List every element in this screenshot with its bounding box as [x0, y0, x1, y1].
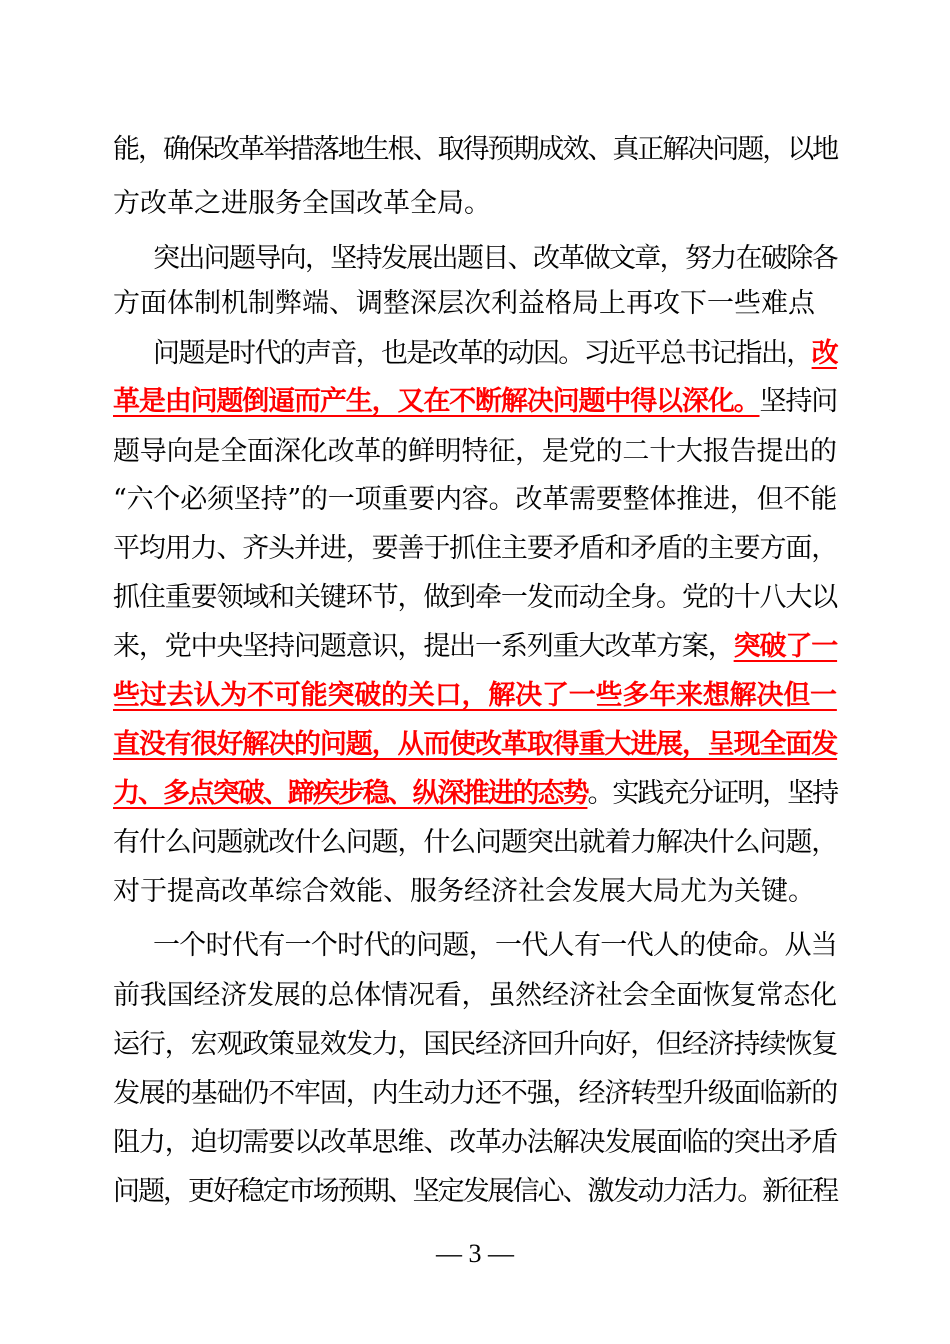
body-text-segment: 来，党中央坚持问题意识，提出一系列重大改革方案， [113, 631, 734, 662]
text-line [113, 723, 950, 767]
emphasis-text: 力、多点突破、蹄疾步稳、纵深推进的态势 [113, 778, 588, 809]
body-text-segment: 一个时代有一个时代的问题，一代人有一代人的使命。从当 [153, 930, 838, 961]
text-line [113, 1072, 950, 1116]
body-text-segment: “六个必须坚持”的一项重要内容。改革需要整体推进，但不能 [113, 484, 838, 515]
text-line [113, 821, 950, 865]
emphasis-text: 改 [811, 338, 837, 369]
body-text-segment: 对于提高改革综合效能、服务经济社会发展大局尤为关键。 [113, 876, 815, 907]
body-text-segment: 抓住重要领域和关键环节，做到牵一发而动全身。党的十八大以 [113, 582, 838, 613]
text-line [113, 974, 950, 1018]
text-line [113, 182, 950, 226]
text-line [113, 282, 950, 326]
body-text-segment: 方面体制机制弊端、调整深层次利益格局上再攻下一些难点 [113, 288, 815, 319]
text-line [113, 128, 950, 172]
body-text-segment: 运行，宏观政策显效发力，国民经济回升向好，但经济持续恢复 [113, 1029, 838, 1060]
emphasis-text: 些过去认为不可能突破的关口，解决了一些多年来想解决但一 [113, 680, 837, 711]
page-number: — 3 — [436, 1239, 514, 1268]
body-text-segment: 问题是时代的声音，也是改革的动因。习近平总书记指出， [153, 338, 812, 369]
body-text-segment: 问题，更好稳定市场预期、坚定发展信心、激发动力活力。新征程 [113, 1176, 838, 1207]
text-line [113, 772, 950, 816]
emphasis-text: 革是由问题倒逼而产生，又在不断解决问题中得以深化。 [113, 386, 760, 417]
text-line [113, 478, 950, 522]
text-line [153, 237, 950, 281]
text-line [113, 1121, 950, 1165]
body-text-segment: 能，确保改革举措落地生根、取得预期成效、真正解决问题，以地 [113, 134, 838, 165]
body-text-segment: 方改革之进服务全国改革全局。 [113, 188, 491, 219]
text-line [153, 924, 950, 968]
body-text-segment: 有什么问题就改什么问题，什么问题突出就着力解决什么问题， [113, 827, 838, 858]
text-line [113, 380, 950, 424]
body-text-segment: 前我国经济发展的总体情况看，虽然经济社会全面恢复常态化 [113, 980, 837, 1011]
text-line [113, 674, 950, 718]
text-line [113, 1170, 950, 1214]
body-text-segment: 发展的基础仍不牢固，内生动力还不强，经济转型升级面临新的 [113, 1078, 838, 1109]
emphasis-text: 直没有很好解决的问题，从而使改革取得重大进展，呈现全面发 [113, 729, 838, 760]
text-line [153, 332, 950, 376]
body-text-segment: 题导向是全面深化改革的鲜明特征，是党的二十大报告提出的 [113, 436, 837, 467]
body-text-segment: 平均用力、齐头并进，要善于抓住主要矛盾和矛盾的主要方面， [113, 533, 838, 564]
text-line [113, 430, 950, 474]
text-line [113, 527, 950, 571]
text-line [113, 576, 950, 620]
text-line [113, 870, 950, 914]
emphasis-text: 突破了一 [733, 631, 838, 662]
body-text-segment: 。实践充分证明，坚持 [587, 778, 838, 809]
body-text-segment: 阻力，迫切需要以改革思维、改革办法解决发展面临的突出矛盾 [113, 1127, 838, 1158]
body-text-segment: 坚持问 [759, 386, 838, 417]
body-text-segment: 突出问题导向，坚持发展出题目、改革做文章，努力在破除各 [153, 243, 837, 274]
text-line [113, 1023, 950, 1067]
text-line [113, 625, 950, 669]
